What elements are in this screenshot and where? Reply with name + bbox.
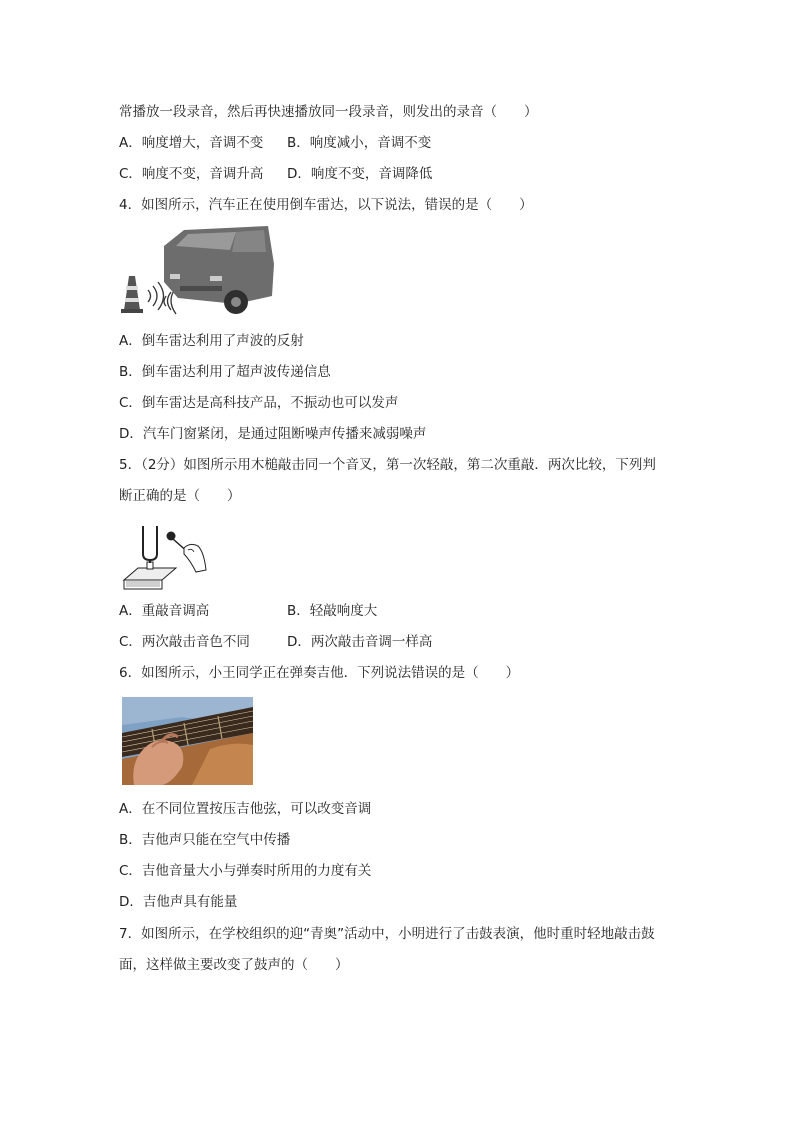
q4-option-d: D．汽车门窗紧闭，是通过阻断噪声传播来减弱噪声 [119, 426, 427, 442]
q3-option-a: A．响度增大，音调不变 [119, 135, 264, 151]
q3-option-d: D．响度不变，音调降低 [287, 166, 433, 182]
q5-stem-line1: 5．（2分）如图所示用木槌敲击同一个音叉，第一次轻敲，第二次重敲．两次比较，下列判 [119, 457, 656, 473]
q6-option-a: A．在不同位置按压吉他弦，可以改变音调 [119, 801, 372, 817]
guitar-photo-figure [122, 697, 253, 785]
q3-option-c: C．响度不变，音调升高 [119, 166, 264, 182]
q5-option-a: A．重敲音调高 [119, 603, 210, 619]
traffic-cone-icon [121, 276, 143, 313]
q6-option-c: C．吉他音量大小与弹奏时所用的力度有关 [119, 863, 372, 879]
q4-option-c: C．倒车雷达是高科技产品，不振动也可以发声 [119, 395, 399, 411]
q4-option-b: B．倒车雷达利用了超声波传递信息 [119, 364, 331, 380]
q6-option-b: B．吉他声只能在空气中传播 [119, 832, 291, 848]
q6-option-d: D．吉他声具有能量 [119, 894, 238, 910]
car-icon [164, 226, 274, 314]
q6-stem: 6．如图所示，小王同学正在弹奏吉他．下列说法错误的是（ ） [119, 665, 520, 681]
q5-stem-line2: 断正确的是（ ） [119, 488, 241, 504]
mallet-hand-icon [167, 532, 207, 573]
q5-option-b: B．轻敲响度大 [287, 603, 378, 619]
tuning-fork-figure [118, 516, 210, 590]
q4-stem: 4．如图所示，汽车正在使用倒车雷达，以下说法，错误的是（ ） [119, 197, 533, 213]
q7-stem-line1: 7．如图所示，在学校组织的迎“青奥”活动中，小明进行了击鼓表演，他时重时轻地敲击鼓 [119, 926, 655, 942]
q4-option-a: A．倒车雷达利用了声波的反射 [119, 333, 304, 349]
car-reversing-radar-figure [118, 224, 274, 318]
q3-option-b: B．响度减小，音调不变 [287, 135, 432, 151]
q3-stem: 常播放一段录音，然后再快速播放同一段录音，则发出的录音（ ） [119, 104, 538, 120]
q5-option-c: C．两次敲击音色不同 [119, 634, 250, 650]
q5-option-d: D．两次敲击音调一样高 [287, 634, 433, 650]
q7-stem-line2: 面，这样做主要改变了鼓声的（ ） [119, 957, 349, 973]
